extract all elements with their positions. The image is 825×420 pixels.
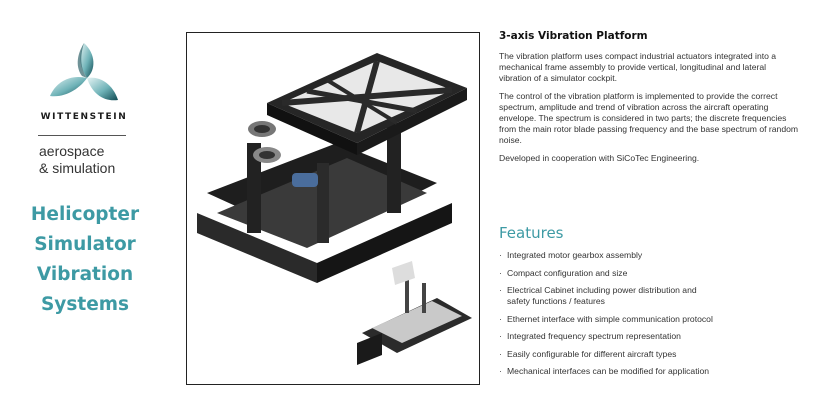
product-title-line: Systems [40,294,130,315]
feature-text: Mechanical interfaces can be modified for application [507,366,710,376]
feature-text: Easily configurable for different aircraft types [507,348,677,359]
description-paragraph: The control of the vibration platform is implemented to provide the correct spectrum, amplitude and trend of vibration across the aircraft operating envelope. The spectrum is considered in two parts; the discrete frequencies from the main rotor blade passing frequency and the base spectrum of random noise. [499,90,799,146]
feature-text: Electrical Cabinet including power distribution and safety functions / features [507,285,697,306]
feature-text: Integrated frequency spectrum representation [507,331,681,341]
vibration-platform-illustration [187,33,480,385]
list-item [499,314,799,325]
feature-text: Integrated motor gearbox assembly [507,250,643,260]
features-list [499,250,799,384]
bullet-icon: · [499,267,502,278]
description-heading: 3-axis Vibration Platform [499,30,648,42]
feature-text: Ethernet interface with simple communication protocol [507,313,713,324]
bullet-icon: · [499,366,502,376]
bullet-icon: · [499,285,502,295]
tagline-line: aerospace [39,143,105,159]
product-title-line: Simulator [34,234,136,255]
product-title-line: Vibration [36,264,134,285]
list-item [499,331,799,342]
feature-text: Compact configuration and size [507,267,628,278]
bullet-icon: · [499,331,502,341]
bullet-icon: · [499,348,502,359]
list-item [499,349,799,360]
description [499,30,799,170]
description-paragraph: The vibration platform uses compact industrial actuators integrated into a mechanical frame assembly to provide vertical, longitudinal and lateral vibration of a simulator cockpit. [499,51,777,84]
features-title: Features [499,224,564,242]
logo-divider [38,135,126,136]
product-title-line: Helicopter [30,204,140,225]
bullet-icon: · [499,250,502,260]
list-item [499,366,799,377]
list-item [499,285,799,307]
product-title [10,200,160,320]
description-paragraph: Developed in cooperation with SiCoTec Engineering. [499,152,700,163]
tagline [39,143,149,177]
brand-name: WITTENSTEIN [40,112,128,122]
vibration-platform-photo [186,32,480,385]
tagline-line: & simulation [39,160,116,176]
bullet-icon: · [499,313,502,324]
triskelion-logo-icon [46,40,122,110]
list-item [499,268,799,279]
list-item [499,250,799,261]
